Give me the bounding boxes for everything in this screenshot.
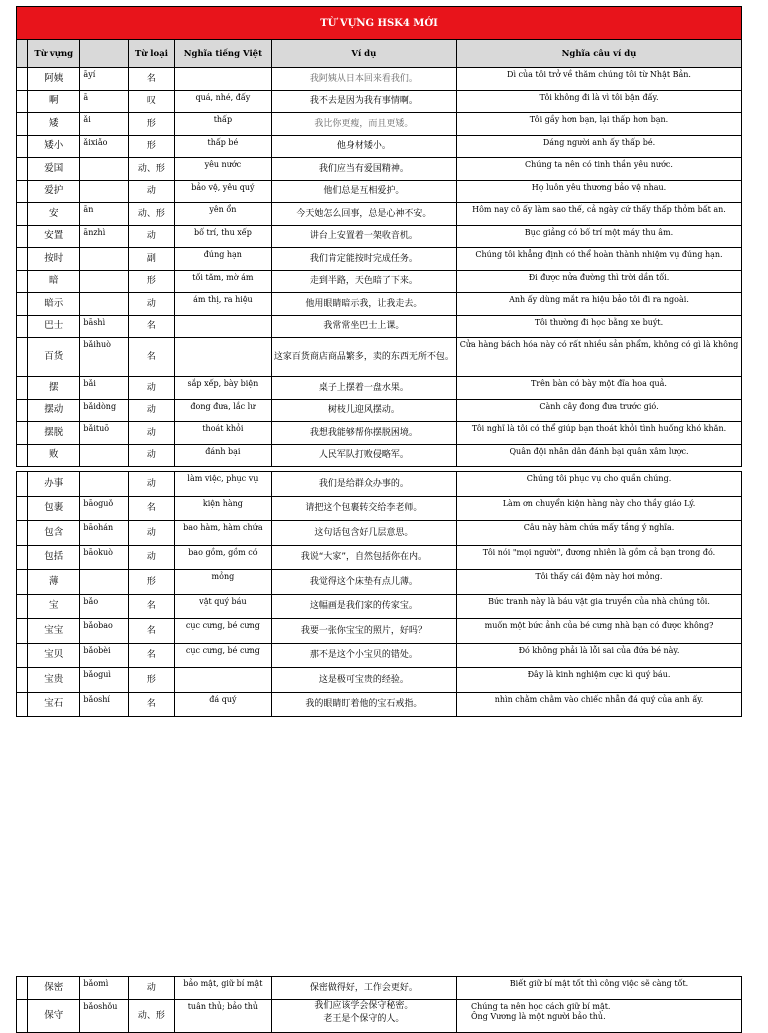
meaning-cell: cục cưng, bé cưng [175, 619, 272, 644]
pos-cell: 动 [128, 293, 174, 316]
translation-cell: Cành cây đong đưa trước gió. [456, 399, 741, 422]
word-cell: 摆 [28, 377, 80, 400]
table-row [17, 113, 742, 136]
header-word: Từ vựng [28, 40, 80, 68]
example-cell [271, 999, 456, 1032]
table-row [17, 180, 742, 203]
pinyin-cell: bǎi [80, 377, 128, 400]
translation-cell: Chúng tôi khẳng định có thể hoàn thành nhiệm vụ đúng hạn. [456, 248, 741, 271]
translation-cell: Tôi thường đi học bằng xe buýt. [456, 315, 741, 338]
meaning-cell: làm việc, phục vụ [175, 472, 272, 497]
row-marker [17, 315, 28, 338]
row-marker [17, 399, 28, 422]
row-marker [17, 444, 28, 467]
word-cell: 包括 [28, 545, 80, 570]
word-cell: 办事 [28, 472, 80, 497]
pinyin-cell [80, 270, 128, 293]
table-row [17, 158, 742, 181]
word-cell: 包含 [28, 521, 80, 546]
table-row [17, 270, 742, 293]
row-marker [17, 999, 28, 1032]
example-cell: 那不是这个小宝贝的错处。 [271, 643, 456, 668]
pos-cell: 动 [128, 422, 174, 445]
row-marker [17, 113, 28, 136]
row-marker [17, 68, 28, 91]
table-row [17, 90, 742, 113]
pos-cell: 动 [128, 444, 174, 467]
example-cell: 这家百货商店商品繁多，卖的东西无所不包。 [271, 338, 456, 377]
example-cell: 我常常坐巴士上课。 [271, 315, 456, 338]
word-cell: 薄 [28, 570, 80, 595]
meaning-cell: bố trí, thu xếp [175, 225, 272, 248]
translation-cell: Câu này hàm chứa mấy tầng ý nghĩa. [456, 521, 741, 546]
row-marker [17, 570, 28, 595]
pos-cell: 名 [128, 496, 174, 521]
example-cell: 我想我能够帮你摆脱困境。 [271, 422, 456, 445]
word-cell: 败 [28, 444, 80, 467]
row-marker [17, 521, 28, 546]
table-row [17, 521, 742, 546]
meaning-cell: tuân thủ; bảo thủ [175, 999, 272, 1032]
meaning-cell: quá, nhé, đấy [175, 90, 272, 113]
example-cell: 他们总是互相爱护。 [271, 180, 456, 203]
meaning-cell: thoát khỏi [175, 422, 272, 445]
pinyin-cell: bǎituō [80, 422, 128, 445]
vocab-table-3 [16, 976, 742, 1033]
example-cell: 我阿姨从日本回来看我们。 [271, 68, 456, 91]
translation-cell: Dì của tôi trở về thăm chúng tôi từ Nhật Bản. [456, 68, 741, 91]
row-marker [17, 203, 28, 226]
pos-cell: 动 [128, 521, 174, 546]
row-marker [17, 977, 28, 1000]
example-cell: 我比你更瘦，而且更矮。 [271, 113, 456, 136]
pinyin-cell: ǎixiǎo [80, 135, 128, 158]
word-cell: 暗 [28, 270, 80, 293]
pinyin-cell [80, 444, 128, 467]
table-row [17, 225, 742, 248]
meaning-cell: tối tăm, mờ ám [175, 270, 272, 293]
table-row [17, 338, 742, 377]
pos-cell: 动、形 [128, 999, 174, 1032]
row-marker [17, 338, 28, 377]
word-cell: 啊 [28, 90, 80, 113]
meaning-cell [175, 315, 272, 338]
translation-cell: Bức tranh này là báu vật gia truyền của nhà chúng tôi. [456, 594, 741, 619]
example-cell: 这是极可宝贵的经验。 [271, 668, 456, 693]
meaning-cell: bảo vệ, yêu quý [175, 180, 272, 203]
translation-cell: Trên bàn có bày một đĩa hoa quả. [456, 377, 741, 400]
pinyin-cell [80, 472, 128, 497]
pos-cell: 形 [128, 668, 174, 693]
translation-cell: Tôi không đi là vì tôi bận đấy. [456, 90, 741, 113]
word-cell: 安置 [28, 225, 80, 248]
pinyin-cell [80, 293, 128, 316]
row-marker [17, 668, 28, 693]
translation-line: Ông Vương là một người bảo thủ. [470, 1011, 606, 1021]
word-cell: 保守 [28, 999, 80, 1032]
pos-cell: 叹 [128, 90, 174, 113]
translation-cell: Tôi nghĩ là tôi có thể giúp bạn thoát khỏi tình huống khó khăn. [456, 422, 741, 445]
row-marker [17, 180, 28, 203]
table-row [17, 203, 742, 226]
pinyin-cell [80, 158, 128, 181]
translation-cell [456, 999, 741, 1032]
word-cell: 百货 [28, 338, 80, 377]
word-cell: 按时 [28, 248, 80, 271]
example-cell: 今天她怎么回事，总是心神不安。 [271, 203, 456, 226]
table-row [17, 570, 742, 595]
word-cell: 宝贝 [28, 643, 80, 668]
table-row [17, 377, 742, 400]
pos-cell: 形 [128, 113, 174, 136]
word-cell: 宝 [28, 594, 80, 619]
row-marker [17, 225, 28, 248]
meaning-cell: đánh bại [175, 444, 272, 467]
translation-cell: Tôi nói "mọi người", đương nhiên là gồm cả bạn trong đó. [456, 545, 741, 570]
pinyin-cell: bǎobèi [80, 643, 128, 668]
meaning-cell: kiện hàng [175, 496, 272, 521]
pos-cell: 动 [128, 377, 174, 400]
pinyin-cell [80, 180, 128, 203]
row-marker [17, 270, 28, 293]
row-marker [17, 135, 28, 158]
example-cell: 他用眼睛暗示我，让我走去。 [271, 293, 456, 316]
pinyin-cell [80, 570, 128, 595]
word-cell: 宝宝 [28, 619, 80, 644]
pinyin-cell: āyí [80, 68, 128, 91]
meaning-cell [175, 338, 272, 377]
table-row [17, 692, 742, 717]
example-cell: 我们是给群众办事的。 [271, 472, 456, 497]
example-cell: 请把这个包裹转交给李老师。 [271, 496, 456, 521]
pinyin-cell: bǎoshǒu [80, 999, 128, 1032]
word-cell: 巴士 [28, 315, 80, 338]
row-marker [17, 619, 28, 644]
pinyin-cell: ān [80, 203, 128, 226]
example-cell: 保密做得好，工作会更好。 [271, 977, 456, 1000]
row-marker [17, 158, 28, 181]
example-cell: 桌子上摆着一盘水果。 [271, 377, 456, 400]
table-row [17, 135, 742, 158]
header-example: Ví dụ [271, 40, 456, 68]
example-cell: 他身材矮小。 [271, 135, 456, 158]
row-marker [17, 377, 28, 400]
example-line: 我们应该学会保守秘密。 [314, 1000, 414, 1011]
word-cell: 摆动 [28, 399, 80, 422]
header-blank [17, 40, 28, 68]
translation-cell: Anh ấy dùng mắt ra hiệu bảo tôi đi ra ngoài. [456, 293, 741, 316]
pinyin-cell: bǎobao [80, 619, 128, 644]
row-marker [17, 643, 28, 668]
pos-cell: 名 [128, 619, 174, 644]
table-row [17, 496, 742, 521]
row-marker [17, 692, 28, 717]
pinyin-cell: bāoguǒ [80, 496, 128, 521]
translation-cell: Quân đội nhân dân đánh bại quân xâm lược. [456, 444, 741, 467]
pos-cell: 动、形 [128, 203, 174, 226]
example-cell: 讲台上安置着一架收音机。 [271, 225, 456, 248]
translation-cell: Làm ơn chuyển kiện hàng này cho thầy giáo Lý. [456, 496, 741, 521]
translation-cell: Chúng tôi phục vụ cho quần chúng. [456, 472, 741, 497]
word-cell: 爱国 [28, 158, 80, 181]
word-cell: 矮 [28, 113, 80, 136]
pos-cell: 动 [128, 399, 174, 422]
header-translation: Nghĩa câu ví dụ [456, 40, 741, 68]
vocab-table-2 [16, 471, 742, 717]
pos-cell: 形 [128, 570, 174, 595]
pinyin-cell: ānzhì [80, 225, 128, 248]
translation-cell: Đó không phải là lỗi sai của đứa bé này. [456, 643, 741, 668]
meaning-cell: ám thị, ra hiệu [175, 293, 272, 316]
header-pinyin [80, 40, 128, 68]
meaning-cell: thấp [175, 113, 272, 136]
pinyin-cell: ǎi [80, 113, 128, 136]
meaning-cell: vật quý báu [175, 594, 272, 619]
meaning-cell: bảo mật, giữ bí mật [175, 977, 272, 1000]
table-row [17, 619, 742, 644]
header-pos: Từ loại [128, 40, 174, 68]
row-marker [17, 545, 28, 570]
example-cell: 我的眼睛盯着他的宝石戒指。 [271, 692, 456, 717]
example-cell: 我说“大家”，自然包括你在内。 [271, 545, 456, 570]
pinyin-cell: bǎoguì [80, 668, 128, 693]
meaning-cell: mỏng [175, 570, 272, 595]
table-row [17, 472, 742, 497]
word-cell: 宝贵 [28, 668, 80, 693]
meaning-cell: sắp xếp, bày biện [175, 377, 272, 400]
translation-cell: Đây là kinh nghiệm cực kì quý báu. [456, 668, 741, 693]
meaning-cell [175, 668, 272, 693]
pinyin-cell: ā [80, 90, 128, 113]
table-row [17, 999, 742, 1032]
header-row [17, 40, 742, 68]
pos-cell: 副 [128, 248, 174, 271]
pos-cell: 形 [128, 270, 174, 293]
word-cell: 安 [28, 203, 80, 226]
meaning-cell: đong đưa, lắc lư [175, 399, 272, 422]
example-cell: 这句话包含好几层意思。 [271, 521, 456, 546]
table-row [17, 545, 742, 570]
translation-cell: Họ luôn yêu thương bảo vệ nhau. [456, 180, 741, 203]
pinyin-cell: bāokuò [80, 545, 128, 570]
pinyin-cell: bǎoshí [80, 692, 128, 717]
table-row [17, 293, 742, 316]
translation-line: Chúng ta nên học cách giữ bí mật. [470, 1001, 611, 1011]
translation-cell: Dáng người anh ấy thấp bé. [456, 135, 741, 158]
table-row [17, 248, 742, 271]
table-row [17, 68, 742, 91]
meaning-cell [175, 68, 272, 91]
meaning-cell: thấp bé [175, 135, 272, 158]
example-cell: 我觉得这个床垫有点儿薄。 [271, 570, 456, 595]
pos-cell: 形 [128, 135, 174, 158]
table-row [17, 668, 742, 693]
translation-cell: Cửa hàng bách hóa này có rất nhiều sản phẩm, không có gì là không [456, 338, 741, 377]
translation-cell: Tôi thấy cái đệm này hơi mỏng. [456, 570, 741, 595]
translation-cell: Chúng ta nên có tinh thần yêu nước. [456, 158, 741, 181]
translation-cell: Đi được nửa đường thì trời dần tối. [456, 270, 741, 293]
pos-cell: 动 [128, 977, 174, 1000]
example-cell: 人民军队打败侵略军。 [271, 444, 456, 467]
example-cell: 走到半路，天色暗了下来。 [271, 270, 456, 293]
word-cell: 宝石 [28, 692, 80, 717]
row-marker [17, 422, 28, 445]
vocab-table-1 [16, 39, 742, 467]
word-cell: 爱护 [28, 180, 80, 203]
pos-cell: 名 [128, 594, 174, 619]
example-line: 老王是个保守的人。 [323, 1013, 405, 1024]
translation-cell: nhìn chằm chằm vào chiếc nhẫn đá quý của anh ấy. [456, 692, 741, 717]
pinyin-cell: bǎomì [80, 977, 128, 1000]
table-row [17, 977, 742, 1000]
translation-cell: Biết giữ bí mật tốt thì công việc sẽ càng tốt. [456, 977, 741, 1000]
table-row [17, 444, 742, 467]
row-marker [17, 496, 28, 521]
meaning-cell: yên ổn [175, 203, 272, 226]
pinyin-cell: bǎidòng [80, 399, 128, 422]
meaning-cell: đá quý [175, 692, 272, 717]
example-cell: 树枝儿迎风摆动。 [271, 399, 456, 422]
row-marker [17, 594, 28, 619]
row-marker [17, 293, 28, 316]
table-row [17, 643, 742, 668]
word-cell: 矮小 [28, 135, 80, 158]
header-meaning: Nghĩa tiếng Việt [175, 40, 272, 68]
word-cell: 包裹 [28, 496, 80, 521]
translation-cell: Hôm nay cô ấy làm sao thế, cả ngày cứ thấy thấp thỏm bất an. [456, 203, 741, 226]
meaning-cell: bao gồm, gồm có [175, 545, 272, 570]
pos-cell: 名 [128, 315, 174, 338]
translation-cell: Bục giảng có bố trí một máy thu âm. [456, 225, 741, 248]
row-marker [17, 472, 28, 497]
example-cell: 我要一张你宝宝的照片，好吗？ [271, 619, 456, 644]
example-cell: 这幅画是我们家的传家宝。 [271, 594, 456, 619]
pos-cell: 动 [128, 225, 174, 248]
pos-cell: 动 [128, 545, 174, 570]
pinyin-cell [80, 248, 128, 271]
example-cell: 我们肯定能按时完成任务。 [271, 248, 456, 271]
example-cell: 我不去是因为我有事情啊。 [271, 90, 456, 113]
word-cell: 保密 [28, 977, 80, 1000]
pos-cell: 动 [128, 180, 174, 203]
pinyin-cell: bǎo [80, 594, 128, 619]
meaning-cell: yêu nước [175, 158, 272, 181]
table-row [17, 594, 742, 619]
translation-cell: muốn một bức ảnh của bé cưng nhà bạn có được không? [456, 619, 741, 644]
pinyin-cell: bǎihuò [80, 338, 128, 377]
example-cell: 我们应当有爱国精神。 [271, 158, 456, 181]
pinyin-cell: bāshì [80, 315, 128, 338]
word-cell: 阿姨 [28, 68, 80, 91]
table-row [17, 399, 742, 422]
row-marker [17, 90, 28, 113]
translation-cell: Tôi gầy hơn bạn, lại thấp hơn bạn. [456, 113, 741, 136]
table-row [17, 315, 742, 338]
pos-cell: 名 [128, 338, 174, 377]
meaning-cell: cục cưng, bé cưng [175, 643, 272, 668]
pos-cell: 动 [128, 472, 174, 497]
row-marker [17, 248, 28, 271]
meaning-cell: bao hàm, hàm chứa [175, 521, 272, 546]
sheet-title: TỪ VỰNG HSK4 MỚI [16, 6, 742, 40]
table-row [17, 422, 742, 445]
pos-cell: 动、形 [128, 158, 174, 181]
word-cell: 摆脱 [28, 422, 80, 445]
pos-cell: 名 [128, 692, 174, 717]
pinyin-cell: bāohán [80, 521, 128, 546]
meaning-cell: đúng hạn [175, 248, 272, 271]
pos-cell: 名 [128, 643, 174, 668]
word-cell: 暗示 [28, 293, 80, 316]
pos-cell: 名 [128, 68, 174, 91]
